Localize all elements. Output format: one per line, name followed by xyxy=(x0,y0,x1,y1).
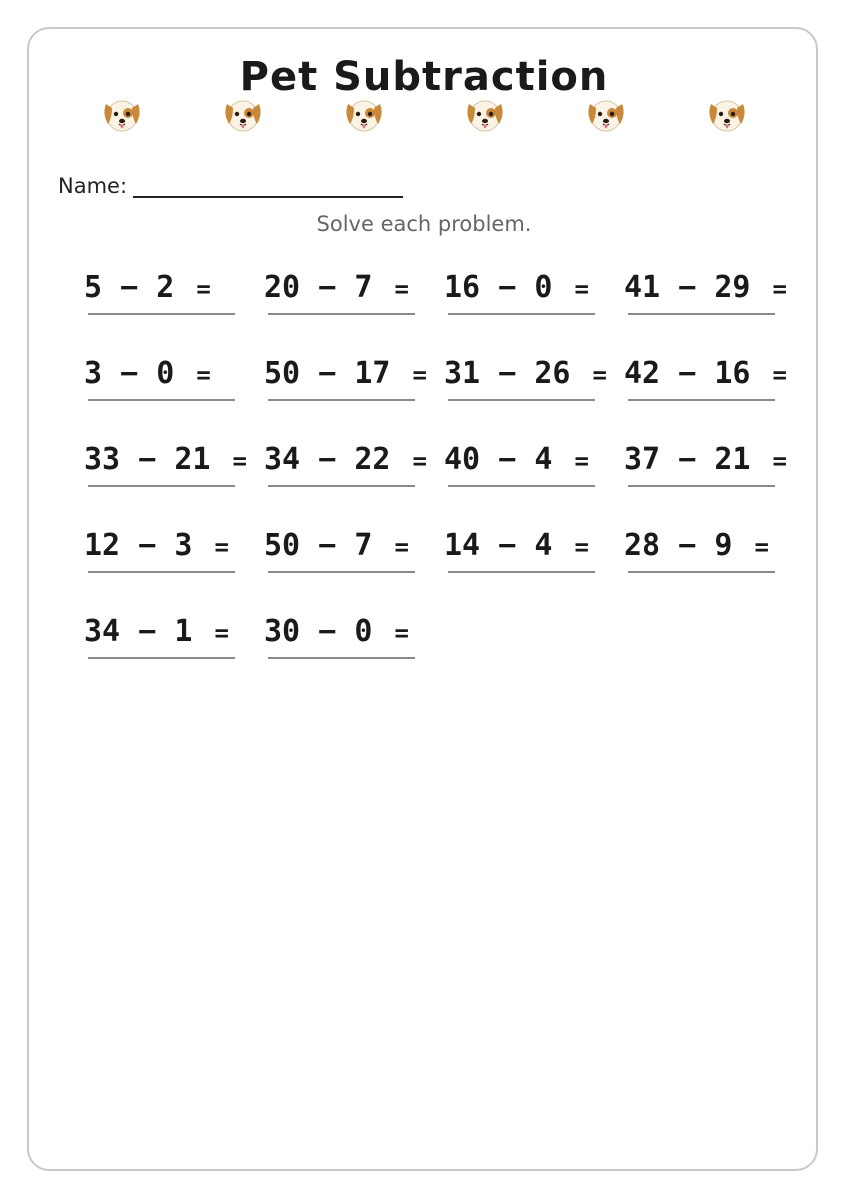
problem-item xyxy=(84,442,247,490)
minus-sign: − xyxy=(138,528,157,563)
problem-expression xyxy=(84,356,211,393)
answer-line[interactable] xyxy=(448,485,595,487)
problem-item xyxy=(444,442,598,490)
subtrahend: 0 xyxy=(534,270,553,305)
minus-sign: − xyxy=(678,270,697,305)
minuend: 5 xyxy=(84,270,103,305)
answer-line[interactable] xyxy=(268,657,415,659)
problem-expression xyxy=(624,356,787,393)
problem-expression xyxy=(84,270,211,307)
subtrahend: 21 xyxy=(714,442,751,477)
equals-sign: = xyxy=(574,447,589,475)
answer-line[interactable] xyxy=(628,485,775,487)
minuend: 34 xyxy=(84,614,121,649)
minus-sign: − xyxy=(678,442,697,477)
minuend: 16 xyxy=(444,270,481,305)
problem-expression xyxy=(264,614,409,651)
subtrahend: 29 xyxy=(714,270,751,305)
dog-face-icon xyxy=(221,94,265,138)
problem-expression xyxy=(84,614,229,651)
problem-item xyxy=(84,528,238,576)
minuend: 14 xyxy=(444,528,481,563)
answer-line[interactable] xyxy=(88,657,235,659)
answer-line[interactable] xyxy=(268,485,415,487)
name-label: Name: xyxy=(58,174,128,198)
name-blank-line[interactable] xyxy=(133,172,403,198)
subtrahend: 7 xyxy=(354,528,373,563)
equals-sign: = xyxy=(412,447,427,475)
minuend: 20 xyxy=(264,270,301,305)
problem-item xyxy=(624,270,787,318)
minus-sign: − xyxy=(138,614,157,649)
equals-sign: = xyxy=(772,447,787,475)
minus-sign: − xyxy=(498,270,517,305)
equals-sign: = xyxy=(196,275,211,303)
answer-line[interactable] xyxy=(628,313,775,315)
answer-line[interactable] xyxy=(88,313,235,315)
subtrahend: 0 xyxy=(156,356,175,391)
problem-item xyxy=(264,270,418,318)
answer-line[interactable] xyxy=(88,571,235,573)
problem-item xyxy=(264,442,427,490)
problem-item xyxy=(84,270,238,318)
answer-line[interactable] xyxy=(628,399,775,401)
equals-sign: = xyxy=(754,533,769,561)
problem-expression xyxy=(264,270,409,307)
minuend: 28 xyxy=(624,528,661,563)
minuend: 30 xyxy=(264,614,301,649)
instructions-text: Solve each problem. xyxy=(316,212,532,236)
equals-sign: = xyxy=(214,533,229,561)
subtrahend: 4 xyxy=(534,528,553,563)
dog-face-icon xyxy=(705,94,749,138)
equals-sign: = xyxy=(574,533,589,561)
minuend: 50 xyxy=(264,356,301,391)
minuend: 42 xyxy=(624,356,661,391)
equals-sign: = xyxy=(412,361,427,389)
minus-sign: − xyxy=(498,356,517,391)
answer-line[interactable] xyxy=(268,399,415,401)
minus-sign: − xyxy=(138,442,157,477)
worksheet-title: Pet Subtraction xyxy=(239,54,609,100)
problem-expression xyxy=(264,528,409,565)
answer-line[interactable] xyxy=(448,571,595,573)
problem-expression xyxy=(84,528,229,565)
minuend: 12 xyxy=(84,528,121,563)
problem-expression xyxy=(624,528,769,565)
subtrahend: 2 xyxy=(156,270,175,305)
answer-line[interactable] xyxy=(448,313,595,315)
problem-item xyxy=(84,614,238,662)
worksheet-border xyxy=(27,27,818,1171)
name-field xyxy=(58,172,403,198)
answer-line[interactable] xyxy=(88,485,235,487)
subtrahend: 0 xyxy=(354,614,373,649)
answer-line[interactable] xyxy=(448,399,595,401)
problem-item xyxy=(624,356,787,404)
problem-expression xyxy=(624,270,787,307)
problem-item xyxy=(264,356,427,404)
equals-sign: = xyxy=(232,447,247,475)
problem-expression xyxy=(444,270,589,307)
problem-expression xyxy=(444,528,589,565)
dog-face-icon xyxy=(100,94,144,138)
minuend: 34 xyxy=(264,442,301,477)
problem-item xyxy=(264,528,418,576)
minus-sign: − xyxy=(498,442,517,477)
dog-face-icon xyxy=(584,94,628,138)
problem-expression xyxy=(264,356,427,393)
problem-item xyxy=(624,442,787,490)
minuend: 41 xyxy=(624,270,661,305)
minus-sign: − xyxy=(498,528,517,563)
problem-item xyxy=(84,356,238,404)
minuend: 31 xyxy=(444,356,481,391)
minuend: 3 xyxy=(84,356,103,391)
equals-sign: = xyxy=(214,619,229,647)
dog-face-icon xyxy=(342,94,386,138)
problem-expression xyxy=(264,442,427,479)
minus-sign: − xyxy=(318,614,337,649)
subtrahend: 7 xyxy=(354,270,373,305)
minuend: 33 xyxy=(84,442,121,477)
subtrahend: 16 xyxy=(714,356,751,391)
problem-expression xyxy=(84,442,247,479)
subtrahend: 3 xyxy=(174,528,193,563)
equals-sign: = xyxy=(772,361,787,389)
problem-item xyxy=(444,270,598,318)
problem-item xyxy=(444,356,607,404)
equals-sign: = xyxy=(394,619,409,647)
minus-sign: − xyxy=(318,356,337,391)
problem-item xyxy=(444,528,598,576)
subtrahend: 9 xyxy=(714,528,733,563)
subtrahend: 17 xyxy=(354,356,391,391)
equals-sign: = xyxy=(592,361,607,389)
equals-sign: = xyxy=(394,533,409,561)
minuend: 50 xyxy=(264,528,301,563)
equals-sign: = xyxy=(772,275,787,303)
subtrahend: 21 xyxy=(174,442,211,477)
subtrahend: 26 xyxy=(534,356,571,391)
minus-sign: − xyxy=(318,270,337,305)
subtrahend: 4 xyxy=(534,442,553,477)
minus-sign: − xyxy=(120,356,139,391)
answer-line[interactable] xyxy=(88,399,235,401)
dog-face-icon xyxy=(463,94,507,138)
subtrahend: 22 xyxy=(354,442,391,477)
subtrahend: 1 xyxy=(174,614,193,649)
answer-line[interactable] xyxy=(268,571,415,573)
dog-icon-row xyxy=(0,94,848,140)
problem-item xyxy=(624,528,778,576)
minus-sign: − xyxy=(678,528,697,563)
answer-line[interactable] xyxy=(628,571,775,573)
minuend: 40 xyxy=(444,442,481,477)
minus-sign: − xyxy=(120,270,139,305)
equals-sign: = xyxy=(196,361,211,389)
problem-expression xyxy=(444,442,589,479)
minus-sign: − xyxy=(318,528,337,563)
equals-sign: = xyxy=(574,275,589,303)
equals-sign: = xyxy=(394,275,409,303)
minus-sign: − xyxy=(678,356,697,391)
minuend: 37 xyxy=(624,442,661,477)
problem-expression xyxy=(624,442,787,479)
problem-expression xyxy=(444,356,607,393)
answer-line[interactable] xyxy=(268,313,415,315)
problem-item xyxy=(264,614,418,662)
minus-sign: − xyxy=(318,442,337,477)
